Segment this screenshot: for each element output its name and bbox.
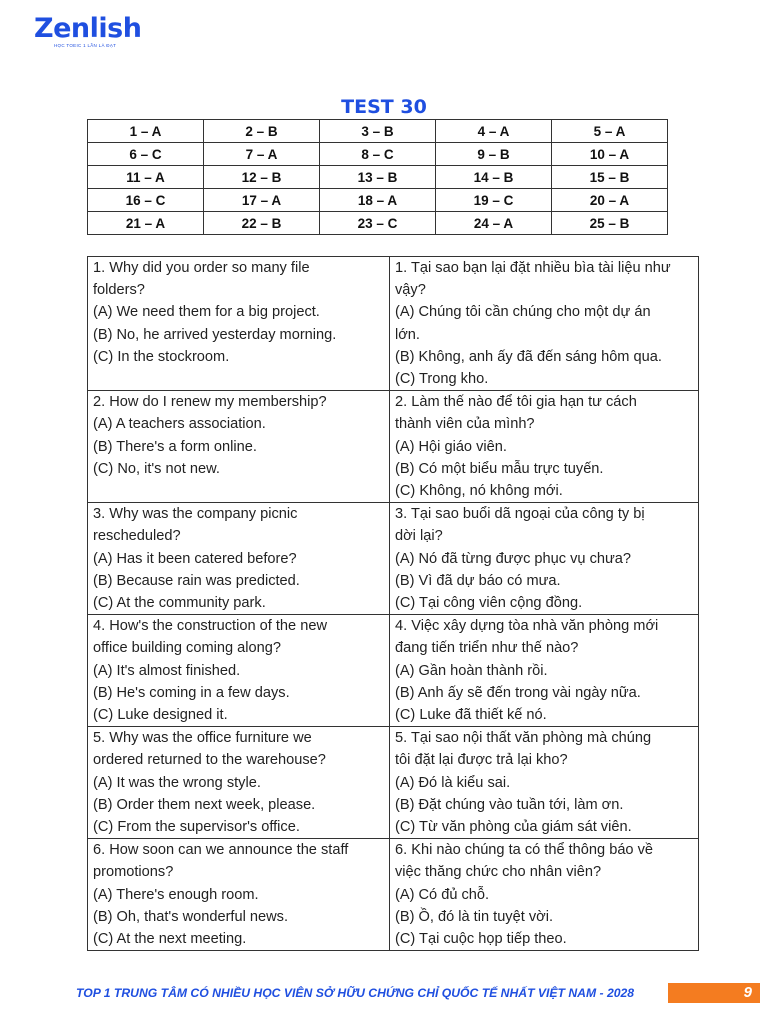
question-text: 6. Khi nào chúng ta có thể thông báo về (395, 842, 654, 859)
answer-option: (C) Từ văn phòng của giám sát viên. (395, 819, 632, 836)
answer-key-row (88, 166, 668, 189)
answer-option: (B) Ồ, đó là tin tuyệt vời. (395, 908, 553, 925)
question-row (88, 503, 699, 615)
page-number-box (668, 983, 760, 1003)
answer-key-cell: 10 – A (552, 143, 668, 166)
answer-key-cell: 9 – B (436, 143, 552, 166)
answer-key-cell: 13 – B (320, 166, 436, 189)
answer-option: (A) Gần hoàn thành rồi. (395, 662, 548, 679)
question-text: vậy? (395, 282, 426, 299)
question-text: 3. Tại sao buổi dã ngoại của công ty bị (395, 506, 645, 523)
question-text: thành viên của mình? (395, 416, 535, 433)
answer-key-cell: 16 – C (88, 189, 204, 212)
answer-option: (B) No, he arrived yesterday morning. (93, 326, 337, 343)
answer-option: (C) Tại cuộc họp tiếp theo. (395, 931, 567, 948)
answer-key-cell: 20 – A (552, 189, 668, 212)
answer-key-cell: 5 – A (552, 120, 668, 143)
answer-key-cell: 15 – B (552, 166, 668, 189)
answer-key-cell: 14 – B (436, 166, 552, 189)
answer-key-row (88, 143, 668, 166)
question-text: 5. Why was the office furniture we (93, 730, 312, 747)
answer-key-cell: 11 – A (88, 166, 204, 189)
question-english (88, 503, 390, 615)
answer-key-cell: 24 – A (436, 212, 552, 235)
answer-option: (A) It's almost finished. (93, 662, 241, 679)
question-text: 6. How soon can we announce the staff (93, 842, 349, 859)
answer-option: (C) From the supervisor's office. (93, 819, 300, 836)
answer-option: (C) Không, nó không mới. (395, 483, 563, 500)
question-row (88, 257, 699, 391)
answer-key-cell: 18 – A (320, 189, 436, 212)
answer-key-cell: 6 – C (88, 143, 204, 166)
question-vietnamese (390, 727, 699, 839)
question-text: 1. Why did you order so many file (93, 260, 310, 276)
answer-key-cell: 12 – B (204, 166, 320, 189)
answer-option: (B) Đặt chúng vào tuần tới, làm ơn. (395, 796, 624, 813)
answer-option: (A) A teachers association. (93, 416, 266, 433)
answer-option: (A) Chúng tôi cần chúng cho một dự án (395, 304, 651, 321)
question-english (88, 727, 390, 839)
page-number: 9 (743, 984, 752, 1001)
answer-option: (A) Đó là kiểu sai. (395, 774, 511, 791)
test-title: TEST 30 (341, 96, 427, 118)
answer-key-cell: 2 – B (204, 120, 320, 143)
answer-option: (B) Order them next week, please. (93, 796, 316, 813)
answer-option: (A) Hội giáo viên. (395, 438, 507, 455)
answer-option: (C) Tại công viên cộng đồng. (395, 595, 583, 612)
answer-option: (A) Có đủ chỗ. (395, 886, 490, 903)
question-vietnamese (390, 257, 699, 391)
question-text: tôi đặt lại được trả lại kho? (395, 752, 568, 769)
question-text: 4. Việc xây dựng tòa nhà văn phòng mới (395, 618, 659, 635)
answer-option: (C) In the stockroom. (93, 348, 230, 365)
answer-key-cell: 22 – B (204, 212, 320, 235)
answer-option: (B) Because rain was predicted. (93, 572, 300, 589)
brand-tagline: HỌC TOEIC 1 LẦN LÀ ĐẠT (54, 43, 117, 48)
question-text: lớn. (395, 326, 420, 343)
question-row (88, 615, 699, 727)
question-text: 2. How do I renew my membership? (93, 394, 327, 411)
footer-slogan: TOP 1 TRUNG TÂM CÓ NHIỀU HỌC VIÊN SỞ HỮU CHỨNG CHỈ QUỐC TẾ NHẤT VIỆT NAM - 2028 (76, 986, 635, 1000)
question-english (88, 839, 390, 951)
answer-key-row (88, 189, 668, 212)
answer-option: (A) We need them for a big project. (93, 304, 320, 321)
question-text: promotions? (93, 864, 174, 881)
question-text: 4. How's the construction of the new (93, 618, 327, 635)
question-text: rescheduled? (93, 528, 181, 545)
question-text: 3. Why was the company picnic (93, 506, 298, 523)
question-english (88, 257, 390, 391)
answer-option: (B) Có một biểu mẫu trực tuyến. (395, 460, 604, 477)
question-text: folders? (93, 282, 145, 299)
question-english (88, 391, 390, 503)
question-text: 5. Tại sao nội thất văn phòng mà chúng (395, 730, 652, 747)
question-text: 1. Tại sao bạn lại đặt nhiều bìa tài liệu như (395, 260, 671, 276)
question-text: office building coming along? (93, 640, 281, 657)
question-table (87, 256, 699, 951)
answer-option: (C) At the community park. (93, 595, 266, 612)
question-row (88, 727, 699, 839)
answer-key-cell: 19 – C (436, 189, 552, 212)
answer-option: (C) Luke đã thiết kế nó. (395, 707, 547, 724)
answer-option: (A) It was the wrong style. (93, 774, 261, 791)
answer-key-cell: 4 – A (436, 120, 552, 143)
question-row (88, 391, 699, 503)
answer-option: (C) Trong kho. (395, 371, 489, 388)
answer-option: (C) Luke designed it. (93, 707, 228, 724)
question-text: 2. Làm thế nào để tôi gia hạn tư cách (395, 394, 637, 411)
answer-option: (B) There's a form online. (93, 438, 257, 455)
answer-option: (B) Oh, that's wonderful news. (93, 908, 289, 925)
answer-key-cell: 8 – C (320, 143, 436, 166)
answer-key-cell: 1 – A (88, 120, 204, 143)
answer-option: (B) Vì đã dự báo có mưa. (395, 572, 561, 589)
question-row (88, 839, 699, 951)
answer-key-table (87, 119, 668, 235)
answer-option: (B) Anh ấy sẽ đến trong vài ngày nữa. (395, 684, 641, 701)
answer-option: (C) At the next meeting. (93, 931, 247, 948)
question-vietnamese (390, 503, 699, 615)
question-text: việc thăng chức cho nhân viên? (395, 864, 602, 881)
question-vietnamese (390, 391, 699, 503)
answer-option: (B) He's coming in a few days. (93, 684, 290, 701)
question-text: ordered returned to the warehouse? (93, 752, 326, 769)
answer-key-cell: 7 – A (204, 143, 320, 166)
answer-key-row (88, 212, 668, 235)
question-text: đang tiến triển như thế nào? (395, 640, 579, 657)
question-english (88, 615, 390, 727)
answer-key-row (88, 120, 668, 143)
answer-key-cell: 23 – C (320, 212, 436, 235)
answer-option: (A) Has it been catered before? (93, 550, 297, 567)
question-vietnamese (390, 839, 699, 951)
answer-key-cell: 3 – B (320, 120, 436, 143)
answer-key-cell: 17 – A (204, 189, 320, 212)
answer-option: (A) Nó đã từng được phục vụ chưa? (395, 550, 632, 567)
brand-name: Zenlish (34, 13, 142, 44)
answer-option: (C) No, it's not new. (93, 460, 220, 477)
answer-option: (A) There's enough room. (93, 886, 259, 903)
answer-key-cell: 21 – A (88, 212, 204, 235)
question-text: dời lại? (395, 528, 443, 545)
question-vietnamese (390, 615, 699, 727)
answer-key-cell: 25 – B (552, 212, 668, 235)
brand-logo (34, 14, 164, 48)
answer-option: (B) Không, anh ấy đã đến sáng hôm qua. (395, 348, 662, 365)
